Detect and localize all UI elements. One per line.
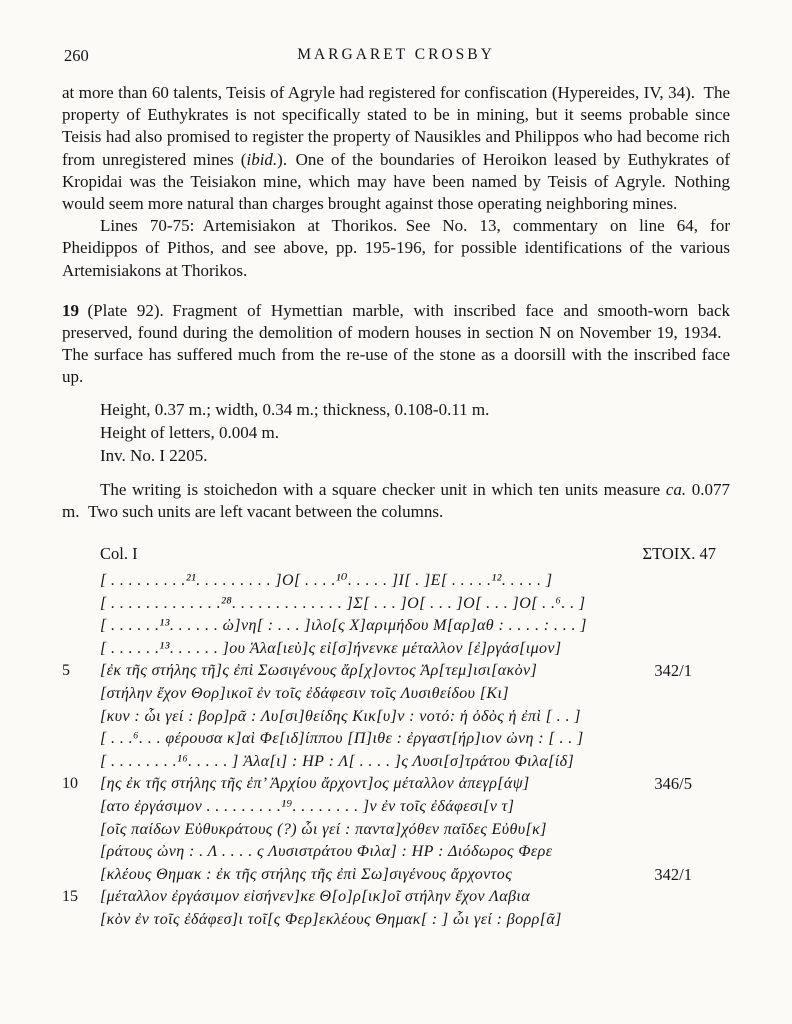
- line-number: [62, 593, 100, 616]
- measurement-letter-height: Height of letters, 0.004 m.: [100, 422, 279, 442]
- stoich-label: ΣΤΟΙΧ. 47: [642, 544, 716, 564]
- line-number: 5: [62, 662, 70, 680]
- greek-text: [κὸν ἐν τοῖς ἐδάφεσ]ι τοῖ[ς Φερ]εκλέους Θημακ[ : ] ὧι γεί : βορρ[ᾶ]: [100, 910, 562, 928]
- measurement-dimensions: Height, 0.37 m.; width, 0.34 m.; thickness, 0.108-0.11 m.: [100, 399, 490, 419]
- line-number: [62, 864, 100, 887]
- inscription-line: [62, 796, 692, 819]
- page-number: 260: [64, 46, 89, 65]
- inscription-line: [62, 615, 692, 638]
- inscription-line: [62, 660, 692, 683]
- inscription-line: [62, 773, 692, 796]
- line-number: 15: [62, 888, 78, 906]
- entry-19-description: 19 (Plate 92). Fragment of Hymettian marble, with inscribed face and smooth-worn back preserved, found during the demolition of modern houses in section N on November 19, 1934. The surface has suffered much from the re-use of the stone as a doorsill with the inscribed face up.: [62, 300, 730, 387]
- lease-ref: [634, 909, 692, 932]
- lease-ref: [634, 638, 692, 661]
- lease-ref: [634, 819, 692, 842]
- lease-ref: 342/1: [654, 864, 692, 884]
- inscription-line: [62, 886, 692, 909]
- greek-text: [ἐκ τῆς στήλης τῆ]ς ἐπὶ Σωσιγένους ἄρ[χ]οντος Ἀρ[τεμ]ισι[ακὸν]: [100, 662, 538, 680]
- greek-text: [ . . . . . . . .¹⁶. . . . . ] Ἁλα[ι] : ΗΡ : Λ[ . . . . ]ς Λυσι[σ]τράτου Φιλα[ίδ]: [100, 752, 575, 770]
- greek-text: [μέταλλον ἐργάσιμον εἰσήνεν]κε Θ[ο]ρ[ικ]οῖ στήλην ἔχον Λαβια: [100, 888, 531, 906]
- measurements-block: [100, 398, 730, 467]
- paragraph-lines-70-75: Lines 70-75: Artemisiakon at Thorikos. See No. 13, commentary on line 64, for Pheidippos of Pithos, and see above, pp. 195-196, for possible identifications of the various Artemisiakons at Thorikos.: [62, 216, 730, 280]
- lease-ref: [634, 570, 692, 593]
- lease-ref: [634, 615, 692, 638]
- greek-text: [οῖς παίδων Εὐθυκράτους (?) ὧι γεί : παντα]χόθεν παῖδες Εὐθυ[κ]: [100, 820, 547, 838]
- lease-ref: 342/1: [654, 661, 692, 681]
- running-head: MARGARET CROSBY: [297, 46, 495, 63]
- inscription-header: [62, 543, 730, 565]
- line-number: [62, 909, 100, 932]
- inscription-line: [62, 841, 692, 864]
- lease-ref: [634, 841, 692, 864]
- lease-ref: [634, 593, 692, 616]
- greek-text: [κυν : ὧι γεί : βορ]ρᾶ : Λυ[σι]θείδης Κικ[υ]ν : νοτό: ἡ ὁδὸς ἡ ἐπὶ [ . . ]: [100, 707, 581, 725]
- line-number: [62, 751, 100, 774]
- lease-ref: 346/5: [654, 774, 692, 794]
- greek-text: [ης ἐκ τῆς στήλης τῆς ἐπ’ Ἀρχίου ἄρχοντ]ος μέταλλον ἀπεγρ[άψ]: [100, 775, 530, 793]
- line-number: 10: [62, 775, 78, 793]
- greek-text: [ . . . . . .¹³. . . . . . ]ου Ἁλα[ιεὺ]ς εἰ[σ]ήνενκε μέταλλον [ἐ]ργάσ[ιμον]: [100, 639, 562, 657]
- inscription-line: [62, 706, 692, 729]
- lease-ref: [634, 886, 692, 909]
- line-number: [62, 819, 100, 842]
- paragraph-confiscation: at more than 60 talents, Teisis of Agryle had registered for confiscation (Hypereides, IV, 34). The property of Euthykrates is not specifically stated to be in mining, but it seems probable since Teisis had also promised to register the property of Nausikles and Philippos who had become rich from unregistered mines (ibid.). One of the boundaries of Heroikon leased by Euthykrates of Kropidai was the Teisiakon mine, which may have been named by Teisis of Agryle. Nothing would seem more natural than charges brought against those operating neighboring mines.: [62, 83, 730, 214]
- line-number: [62, 841, 100, 864]
- line-number: [62, 638, 100, 661]
- paragraph-stoichedon: The writing is stoichedon with a square checker unit in which ten units measure ca. 0.077 m. Two such units are left vacant between the columns.: [62, 479, 730, 521]
- greek-text: [ατο ἐργάσιμον . . . . . . . . .¹⁹. . . . . . . . ]ν ἐν τοῖς ἐδάφεσι[ν τ]: [100, 797, 515, 815]
- inscription-line: [62, 683, 692, 706]
- line-number: [62, 706, 100, 729]
- inscription-block: [62, 570, 692, 932]
- inscription-line: [62, 570, 692, 593]
- greek-text: [κλέους Θημακ : ἐκ τῆς στήλης τῆς ἐπὶ Σω]σιγένους ἄρχοντος: [100, 865, 513, 883]
- greek-text: [ . . .⁶. . . φέρουσα κ]αὶ Φε[ιδ]ίππου [Π]ιθε : ἐργαστ[ήρ]ιον ὠνη : [ . . ]: [100, 730, 584, 748]
- line-number: [62, 796, 100, 819]
- inscription-line: [62, 593, 692, 616]
- lease-ref: [634, 751, 692, 774]
- column-label: Col. I: [100, 544, 138, 564]
- greek-text: [στήλην ἔχον Θορ]ικοῖ ἐν τοῖς ἐδάφεσιν τοῖς Λυσιθείδου [Κι]: [100, 685, 509, 703]
- inscription-line: [62, 751, 692, 774]
- lease-ref: [634, 728, 692, 751]
- line-number: [62, 615, 100, 638]
- greek-text: [ . . . . . .¹³. . . . . . ὠ]νη[ : . . . ]ιλο[ς Χ]αριμήδου Μ[αρ]αθ : . . . . : . . . ]: [100, 617, 587, 635]
- inscription-line: [62, 864, 692, 887]
- line-number: [62, 728, 100, 751]
- lease-ref: [634, 706, 692, 729]
- inventory-number: Inv. No. I 2205.: [100, 445, 208, 465]
- greek-text: [ . . . . . . . . .²¹. . . . . . . . . ]Ο[ . . . .¹⁰. . . . . ]Ι[ . ]Ε[ . . . . .¹². . . . . ]: [100, 572, 553, 590]
- inscription-line: [62, 638, 692, 661]
- greek-text: [ . . . . . . . . . . . . .²⁸. . . . . . . . . . . . . ]Σ[ . . . ]Ο[ . . . ]Ο[ . . . ]Ο[ . .⁶. . ]: [100, 594, 586, 612]
- line-number: [62, 683, 100, 706]
- inscription-line: [62, 728, 692, 751]
- line-number: [62, 570, 100, 593]
- greek-text: [ράτους ὠνη : . Λ . . . . ς Λυσιστράτου Φιλα] : ΗΡ : Διόδωρος Φερε: [100, 843, 553, 861]
- lease-ref: [634, 796, 692, 819]
- page-header: [62, 46, 730, 66]
- inscription-line: [62, 909, 692, 932]
- lease-ref: [634, 683, 692, 706]
- inscription-line: [62, 819, 692, 842]
